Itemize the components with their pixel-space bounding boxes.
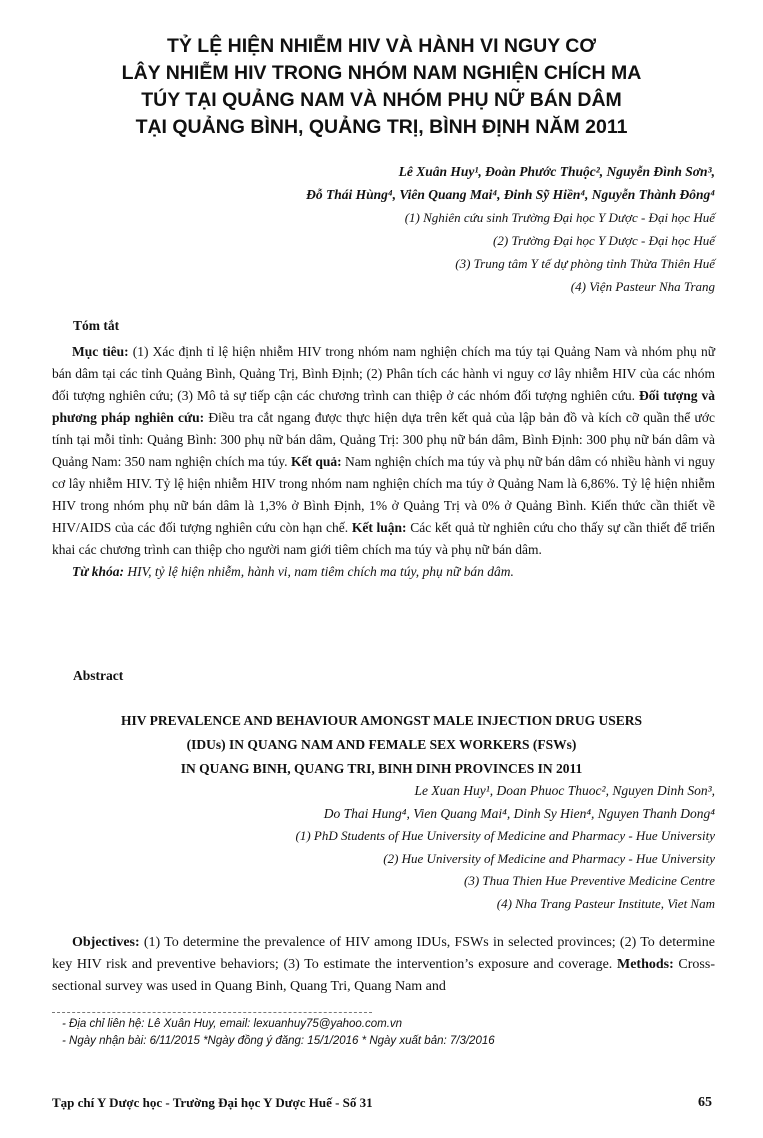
dates-footnote: - Ngày nhận bài: 6/11/2015 *Ngày đồng ý đăng: 15/1/2016 * Ngày xuất bản: 7/3/2016 (62, 1035, 495, 1047)
journal-name: Tạp chí Y Dược học - Trường Đại học Y Dược Huế - Số 31 (52, 1095, 373, 1110)
conclusion-label: Kết luận: (351, 520, 407, 535)
vietnamese-abstract (52, 341, 715, 583)
author-line: Đỗ Thái Hùng⁴, Viên Quang Mai⁴, Đinh Sỹ Hiền⁴, Nguyễn Thành Đông⁴ (306, 187, 715, 202)
title-line: TỶ LỆ HIỆN NHIỄM HIV VÀ HÀNH VI NGUY CƠ (166, 35, 597, 57)
keywords-label: Từ khóa: (72, 564, 124, 579)
author-line: Do Thai Hung⁴, Vien Quang Mai⁴, Dinh Sy Hien⁴, Nguyen Thanh Dong⁴ (323, 806, 715, 821)
objectives-text: (1) To determine the prevalence of HIV among IDUs, FSWs in selected provinces; (2) To determine key HIV risk and preventive behaviors; (3) To estimate the intervention’s exposure and coverage. (52, 935, 715, 972)
english-affiliations (295, 825, 715, 915)
affiliation-line: (4) Nha Trang Pasteur Institute, Viet Nam (496, 895, 715, 911)
affiliation-line: (1) Nghiên cứu sinh Trường Đại học Y Dược - Đại học Huế (404, 210, 715, 225)
title-line: LÂY NHIỄM HIV TRONG NHÓM NAM NGHIỆN CHÍCH MA (121, 62, 642, 84)
conclusion-text: Các kết quả từ nghiên cứu cho thấy sự cần thiết để triển khai các chương trình can thiệp cho người nam giới tiêm chích ma túy và phụ nữ bán dâm. (52, 520, 715, 557)
title-line: IN QUANG BINH, QUANG TRI, BINH DINH PROVINCES IN 2011 (180, 761, 583, 776)
affiliation-line: (3) Trung tâm Y tế dự phòng tỉnh Thừa Thiên Huế (455, 256, 715, 271)
abstract-paragraph (52, 932, 715, 998)
affiliation-line: (2) Trường Đại học Y Dược - Đại học Huế (493, 233, 715, 248)
objectives-text: (1) Xác định tỉ lệ hiện nhiễm HIV trong nhóm nam nghiện chích ma túy tại Quảng Nam và nhóm phụ nữ bán dâm tại các tỉnh Quảng Bình, Quảng Trị, Bình Định; (2) Phân tích các hành vi nguy cơ lây nhiễm HIV của các nhóm đối tượng nghiên cứu; (3) Mô tả sự tiếp cận các chương trình can thiệp ở các nhóm đối tượng nghiên cứu. (52, 344, 716, 403)
vietnamese-title (40, 33, 723, 141)
keywords-text: HIV, tỷ lệ hiện nhiễm, hành vi, nam tiêm chích ma túy, phụ nữ bán dâm. (123, 564, 514, 579)
english-title (40, 709, 723, 781)
vietnamese-affiliations (405, 206, 715, 298)
title-line: HIV PREVALENCE AND BEHAVIOUR AMONGST MALE INJECTION DRUG USERS (120, 713, 643, 728)
affiliation-line: (1) PhD Students of Hue University of Medicine and Pharmacy - Hue University (295, 828, 715, 843)
english-abstract (52, 932, 715, 998)
abstract-paragraph (52, 341, 715, 561)
title-line: TÚY TẠI QUẢNG NAM VÀ NHÓM PHỤ NỮ BÁN DÂM (141, 89, 622, 111)
author-line: Lê Xuân Huy¹, Đoàn Phước Thuộc², Nguyễn Đình Sơn³, (398, 164, 715, 179)
objectives-label: Objectives: (72, 935, 140, 950)
methods-label: Đối tượng và phương pháp nghiên cứu: (52, 388, 715, 425)
journal-footer (52, 1095, 712, 1111)
objectives-label: Mục tiêu: (72, 344, 129, 359)
methods-text: Điều tra cắt ngang được thực hiện dựa trên kết quả của lập bản đồ và kích cỡ quần thể ước tính tại mỗi tỉnh: Quảng Bình: 300 phụ nữ bán dâm, Quảng Trị: 300 phụ nữ bán dâm, Bình Định: 300 phụ nữ bán dâm và Quảng Nam: 350 nam nghiện chích ma túy. (52, 410, 715, 469)
results-text: Nam nghiện chích ma túy và phụ nữ bán dâm có nhiều hành vi nguy cơ lây nhiễm HIV. Tỷ lệ hiện nhiễm HIV trong nhóm nam nghiện chích ma túy ở Quảng Nam là 6,86%. Tỷ lệ hiện nhiễm HIV trong nhóm phụ nữ bán dâm là 1,3% ở Bình Định, 1% ở Quảng Trị và 0% ở Quảng Bình. Kiến thức cần thiết về HIV/AIDS của các đối tượng nghiên cứu còn hạn chế. (52, 454, 716, 535)
english-authors (324, 779, 715, 825)
footnotes (62, 1016, 495, 1050)
results-label: Kết quả: (290, 454, 342, 469)
contact-footnote: - Địa chỉ liên hệ: Lê Xuân Huy, email: lexuanhuy75@yahoo.com.vn (62, 1018, 403, 1030)
vietnamese-authors (306, 160, 715, 206)
summary-heading: Tóm tắt (73, 318, 120, 333)
page-number: 65 (698, 1095, 712, 1110)
author-line: Le Xuan Huy¹, Doan Phuoc Thuoc², Nguyen Dinh Son³, (414, 783, 715, 798)
affiliation-line: (2) Hue University of Medicine and Pharmacy - Hue University (383, 850, 715, 866)
affiliation-line: (4) Viện Pasteur Nha Trang (570, 279, 715, 294)
affiliation-line: (3) Thua Thien Hue Preventive Medicine Centre (463, 873, 715, 888)
methods-text: Cross-sectional survey was used in Quang Binh, Quang Tri, Quang Nam and (52, 957, 715, 994)
title-line: (IDUs) IN QUANG NAM AND FEMALE SEX WORKERS (FSWs) (186, 737, 577, 752)
footnote-divider (52, 1012, 372, 1013)
keywords (52, 561, 715, 583)
methods-label: Methods: (616, 957, 674, 972)
abstract-heading: Abstract (73, 668, 124, 683)
title-line: TẠI QUẢNG BÌNH, QUẢNG TRỊ, BÌNH ĐỊNH NĂM 2011 (135, 116, 628, 138)
